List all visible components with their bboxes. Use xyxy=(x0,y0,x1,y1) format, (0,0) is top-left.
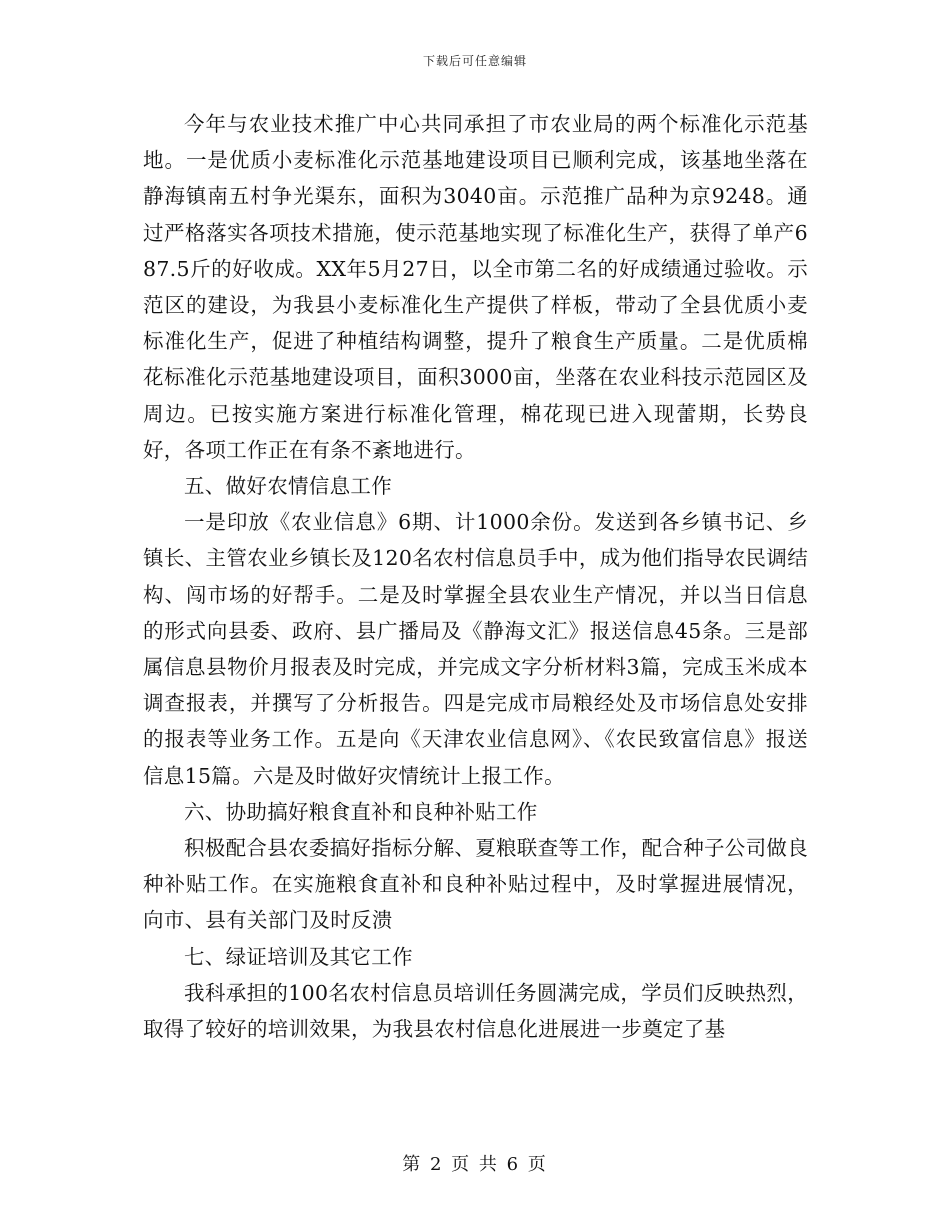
section-heading-subsidies: 六、协助搞好粮食直补和良种补贴工作 xyxy=(184,799,538,824)
paragraph-agri-info: 一是印放《农业信息》6期、计1000余份。发送到各乡镇书记、乡镇长、主管农业乡镇长及120名农村信息员手中，成为他们指导农民调结构、闯市场的好帮手。二是及时掌握全县农业生产情况，并以当日信息的形式向县委、政府、县广播局及《静海文汇》报送信息45条。三是部属信息县物价月报表及时完成，并完成文字分析材料3篇，完成玉米成本调查报表，并撰写了分析报告。四是完成市局粮经处及市场信息处安排的报表等业务工作。五是向《天津农业信息网》、《农民致富信息》报送信息15篇。六是及时做好灾情统计上报工作。 xyxy=(143,510,808,788)
section-heading-training: 七、绿证培训及其它工作 xyxy=(184,944,413,969)
paragraph-demonstration-bases: 今年与农业技术推广中心共同承担了市农业局的两个标准化示范基地。一是优质小麦标准化示范基地建设项目已顺利完成，该基地坐落在静海镇南五村争光渠东，面积为3040亩。示范推广品种为京9248。通过严格落实各项技术措施，使示范基地实现了标准化生产，获得了单产687.5斤的好收成。XX年5月27日，以全市第二名的好成绩通过验收。示范区的建设，为我县小麦标准化生产提供了样板，带动了全县优质小麦标准化生产，促进了种植结构调整，提升了粮食生产质量。二是优质棉花标准化示范基地建设项目，面积3000亩，坐落在农业科技示范园区及周边。已按实施方案进行标准化管理，棉花现已进入现蕾期，长势良好，各项工作正在有条不紊地进行。 xyxy=(143,112,808,462)
document-body xyxy=(143,106,808,1047)
paragraph-training: 我科承担的100名农村信息员培训任务圆满完成，学员们反映热烈，取得了较好的培训效果，为我县农村信息化进展进一步奠定了基 xyxy=(143,980,808,1042)
page-number: 第 2 页 共 6 页 xyxy=(402,1154,548,1175)
section-heading-agri-info: 五、做好农情信息工作 xyxy=(184,474,392,499)
paragraph-subsidies: 积极配合县农委搞好指标分解、夏粮联查等工作，配合种子公司做良种补贴工作。在实施粮食直补和良种补贴过程中，及时掌握进展情况，向市、县有关部门及时反溃 xyxy=(143,836,808,933)
header-note: 下载后可任意编辑 xyxy=(422,54,527,68)
